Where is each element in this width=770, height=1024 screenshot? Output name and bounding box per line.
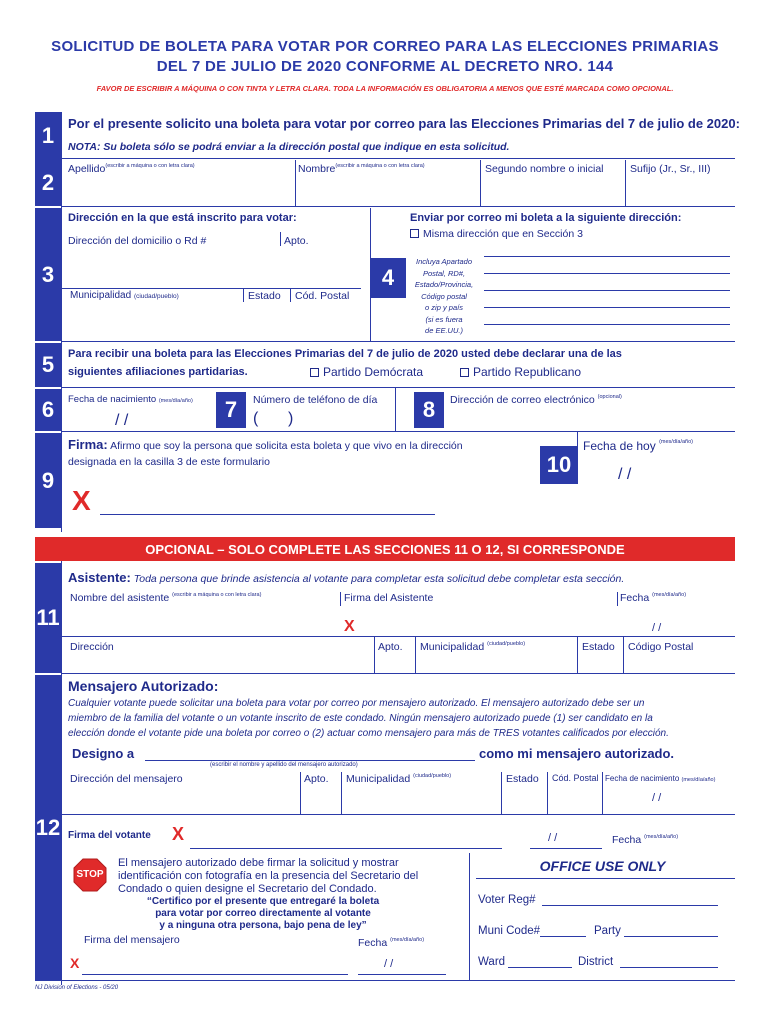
section-5-line1: Para recibir una boleta para las Elecciones Primarias del 7 de julio de 2020 usted debe declarar una de las xyxy=(68,348,622,360)
firma-mensajero-x: X xyxy=(70,955,80,971)
section-10-number: 10 xyxy=(540,446,578,484)
designo-hint: (escribir el nombre y apellido del mensajero autorizado) xyxy=(210,762,358,768)
firma-line[interactable] xyxy=(100,514,435,515)
certification-text: “Certifico por el presente que entregaré la boleta para votar por correo directamente al votante y a ninguna otra persona, bajo pena de ley” xyxy=(146,896,380,931)
firma-mensajero-line[interactable] xyxy=(82,974,348,975)
email-label: Dirección de correo electrónico $^{(opcional)}$ xyxy=(450,394,622,406)
municipalidad-mensajero-label: Municipalidad $^{(ciudad/pueblo)}$ xyxy=(346,773,452,785)
firma-votante-label: Firma del votante xyxy=(68,830,151,841)
firma-asistente-x: X xyxy=(344,618,355,635)
telefono-label: Número de teléfono de día xyxy=(253,394,378,406)
section-9-number: 9 xyxy=(35,433,61,528)
form-title-line1: SOLICITUD DE BOLETA PARA VOTAR POR CORREO PARA LAS ELECCIONES PRIMARIAS xyxy=(51,38,719,55)
fecha-asistente-label: Fecha $^{(mes/día/año)}$ xyxy=(620,592,687,604)
estado-mensajero-label: Estado xyxy=(506,773,539,785)
section-7-number: 7 xyxy=(216,392,246,428)
designo-label: Designo a xyxy=(72,746,135,761)
telefono-paren-close[interactable]: ) xyxy=(288,410,294,427)
mensajero-para1: Cualquier votante puede solicitar una boleta para votar por correo por mensajero autorizado. El mensajero autorizado debe ser un xyxy=(68,698,645,709)
stop-text1: El mensajero autorizado debe firmar la solicitud y mostrar xyxy=(118,857,399,869)
muni-code-line[interactable] xyxy=(540,936,586,937)
section-4-note: Incluya Apartado Postal, RD#, Estado/Provincia, Código postal o zip y país (si es fuera de EE.UU.) xyxy=(414,257,474,335)
apto-asistente-label: Apto. xyxy=(378,641,403,653)
section-8-number: 8 xyxy=(414,392,444,428)
party-line[interactable] xyxy=(624,936,718,937)
designo-line[interactable] xyxy=(145,760,475,761)
sufijo-label: Sufijo (Jr., Sr., III) xyxy=(630,163,711,175)
asistente-heading: Asistente: Toda persona que brinde asistencia al votante para completar esta solicitud debe completar esta sección. xyxy=(68,570,625,585)
nombre-asistente-label: Nombre del asistente $^{(escribir a máquina o con letra clara)}$ xyxy=(70,592,262,604)
section-1-note: NOTA: Su boleta sólo se podrá enviar a la dirección postal que indique en esta solicitud. xyxy=(68,141,510,153)
apto-mensajero-label: Apto. xyxy=(304,773,329,785)
district-label: District xyxy=(578,956,614,968)
optional-banner: OPCIONAL – SOLO COMPLETE LAS SECCIONES 11 O 12, SI CORRESPONDE xyxy=(35,537,735,561)
section-12-number: 12 xyxy=(35,675,61,980)
fecha-mensajero-label: Fecha $^{(mes/día/año)}$ xyxy=(358,937,425,949)
misma-direccion-checkbox[interactable]: Misma dirección que en Sección 3 xyxy=(410,228,583,240)
firma-text2: designada en la casilla 3 de este formulario xyxy=(68,456,270,468)
cod-postal-label: Cód. Postal xyxy=(295,290,350,302)
nombre-label: Nombre$^{(escribir a máquina o con letra clara)}$ xyxy=(298,163,425,175)
section-3-heading: Dirección en la que está inscrito para votar: xyxy=(68,212,297,224)
firma-votante-x: X xyxy=(172,824,185,844)
fecha-hoy-label: Fecha de hoy $^{(mes/día/año)}$ xyxy=(583,439,693,453)
fecha-nac-mensajero-slashes[interactable]: / / xyxy=(652,792,662,804)
ward-line[interactable] xyxy=(508,967,572,968)
section-1-heading: Por el presente solicito una boleta para votar por correo para las Elecciones Primarias del 7 de julio de 2020: xyxy=(68,116,740,131)
fecha-asistente-slashes[interactable]: / / xyxy=(652,622,662,634)
firma-heading: Firma: Afirmo que soy la persona que solicita esta boleta y que vivo en la dirección xyxy=(68,437,463,452)
section-1-number: 1 xyxy=(35,112,61,160)
section-2-number: 2 xyxy=(35,160,61,206)
district-line[interactable] xyxy=(620,967,718,968)
municipalidad-asistente-label: Municipalidad $^{(ciudad/pueblo)}$ xyxy=(420,641,526,653)
section-6-number: 6 xyxy=(35,389,61,431)
estado-asistente-label: Estado xyxy=(582,641,615,653)
fecha-nacimiento-slashes[interactable]: / / xyxy=(115,412,129,429)
apto-label: Apto. xyxy=(284,235,309,247)
section-5-line2: siguientes afiliaciones partidarias. xyxy=(68,366,248,378)
office-use-title: OFFICE USE ONLY xyxy=(539,858,666,874)
voter-reg-label: Voter Reg# xyxy=(478,894,536,906)
estado-label: Estado xyxy=(248,290,281,302)
firma-votante-fecha-slashes[interactable]: / / xyxy=(548,832,558,844)
cod-postal-mensajero-label: Cód. Postal xyxy=(552,773,599,783)
mensajero-heading: Mensajero Autorizado: xyxy=(68,678,219,694)
fecha-mensajero-slashes[interactable]: / / xyxy=(384,958,394,970)
municipalidad-label: Municipalidad (ciudad/pueblo) xyxy=(70,290,179,301)
firma-asistente-label: Firma del Asistente xyxy=(344,592,434,604)
mensajero-para2: miembro de la familia del votante o un votante inscrito de este condado. Ningún mensajero autorizado puede (1) ser candidato en la xyxy=(68,713,653,724)
section-11-number: 11 xyxy=(35,563,61,673)
fecha-hoy-slashes[interactable]: / / xyxy=(618,466,632,483)
voter-reg-line[interactable] xyxy=(542,905,718,906)
stop-sign-text: STOP xyxy=(76,869,104,880)
domicilio-label: Dirección del domicilio o Rd # xyxy=(68,235,207,247)
democrata-checkbox[interactable]: Partido Demócrata xyxy=(310,365,423,379)
section-4-heading: Enviar por correo mi boleta a la siguiente dirección: xyxy=(410,212,682,224)
muni-code-label: Muni Code# xyxy=(478,925,541,937)
stop-text3: Condado o quien designe el Secretario del Condado. xyxy=(118,883,377,895)
como-mensajero-label: como mi mensajero autorizado. xyxy=(479,746,675,761)
fecha-nac-mensajero-label: Fecha de nacimiento (mes/día/año) xyxy=(605,774,716,783)
direccion-mensajero-label: Dirección del mensajero xyxy=(70,773,183,785)
direccion-asistente-label: Dirección xyxy=(70,641,114,653)
fecha-nacimiento-label: Fecha de nacimiento (mes/día/año) xyxy=(68,394,193,405)
codigo-postal-asistente-label: Código Postal xyxy=(628,641,694,653)
apellido-label: Apellido$^{(escribir a máquina o con letra clara)}$ xyxy=(68,163,195,175)
mensajero-para3: elección donde el votante pide una boleta por correo o (2) actuar como mensajero para más de TRES votantes calificados por elección. xyxy=(68,728,669,739)
stop-sign-icon xyxy=(73,858,107,892)
section-4-number: 4 xyxy=(370,258,406,298)
ward-label: Ward xyxy=(478,956,506,968)
party-label: Party xyxy=(594,925,621,937)
instruction-text: FAVOR DE ESCRIBIR A MÁQUINA O CON TINTA Y LETRA CLARA. TODA LA INFORMACIÓN ES OBLIGATORIA A MENOS QUE ESTÉ MARCADA COMO OPCIONAL. xyxy=(96,84,674,93)
section-5-number: 5 xyxy=(35,343,61,387)
fecha-votante-label: Fecha $^{(mes/día/año)}$ xyxy=(612,834,679,846)
footer-text: NJ Division of Elections - 05/20 xyxy=(35,985,119,991)
telefono-paren-open[interactable]: ( xyxy=(253,410,259,427)
section-3-number: 3 xyxy=(35,208,61,341)
segundo-nombre-label: Segundo nombre o inicial xyxy=(485,163,604,175)
form-title-line2: DEL 7 DE JULIO DE 2020 CONFORME AL DECRETO NRO. 144 xyxy=(156,58,614,75)
firma-x-mark: X xyxy=(72,485,91,516)
stop-text2: identificación con fotografía en la presencia del Secretario del xyxy=(118,870,419,882)
republicano-checkbox[interactable]: Partido Republicano xyxy=(460,365,581,379)
firma-mensajero-label: Firma del mensajero xyxy=(84,934,180,946)
firma-votante-line[interactable] xyxy=(190,848,502,849)
